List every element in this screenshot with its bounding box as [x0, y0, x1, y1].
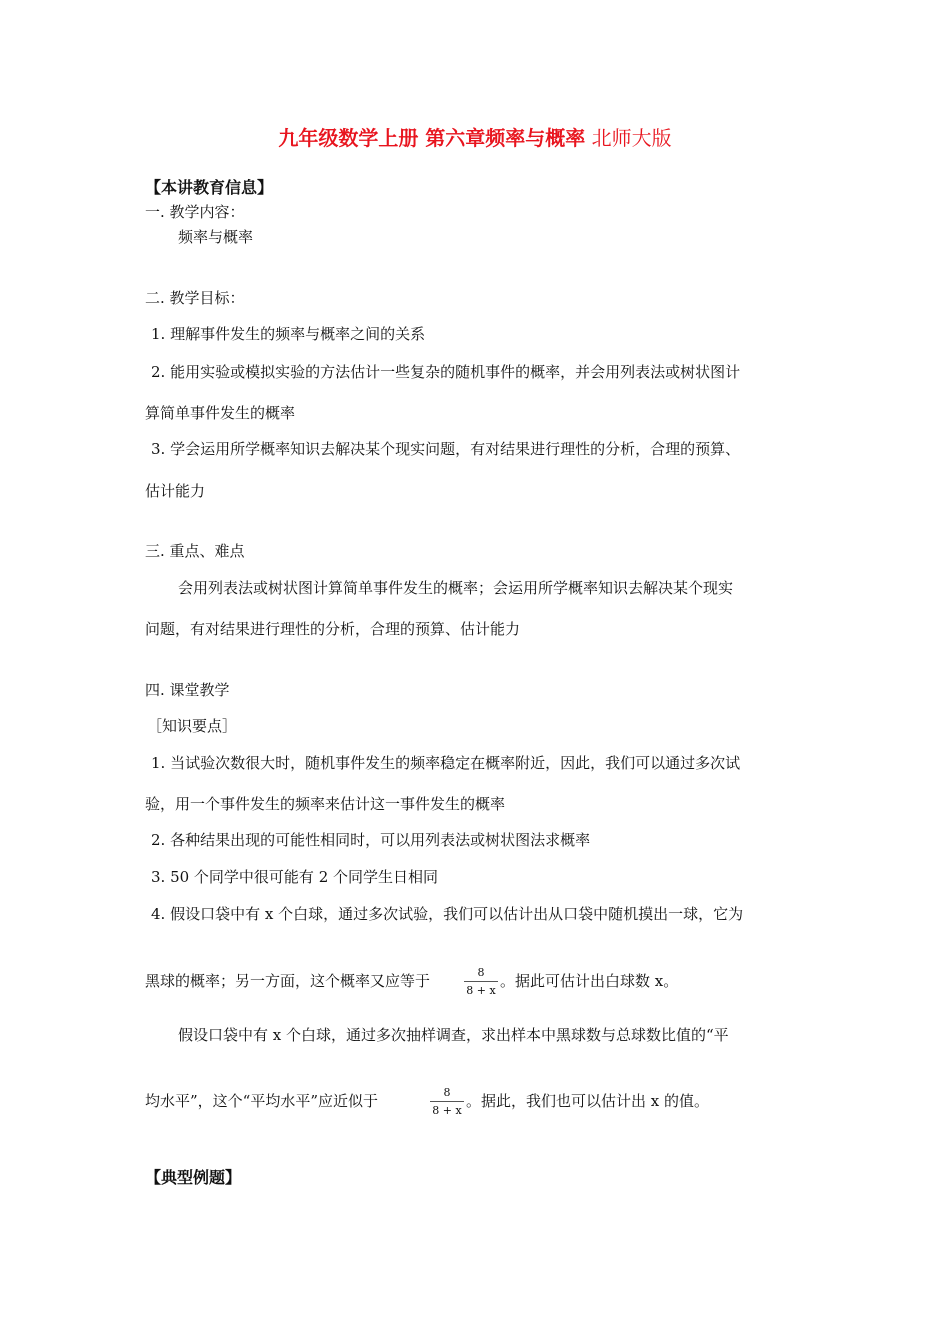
- point-4-line-2-end: 。据此可估计出白球数 x。: [500, 972, 679, 990]
- paragraph-line-2-start: 均水平”，这个“平均水平”应近似于: [145, 1092, 379, 1110]
- paragraph-line-2-end: 。据此，我们也可以估计出 x 的值。: [466, 1092, 709, 1110]
- point-2: 2. 各种结果出现的可能性相同时，可以用列表法或树状图法求概率: [151, 831, 591, 849]
- point-1-line-2: 验，用一个事件发生的频率来估计这一事件发生的概率: [145, 795, 506, 813]
- section-heading-examples: 【典型例题】: [145, 1168, 242, 1187]
- goal-2-line-2: 算简单事件发生的概率: [145, 404, 296, 422]
- point-1-line-1: 1. 当试验次数很大时，随机事件发生的频率稳定在概率附近，因此，我们可以通过多次试: [151, 754, 741, 772]
- content-label: 一. 教学内容：: [145, 203, 245, 221]
- points-label: ［知识要点］: [147, 717, 238, 735]
- content-value: 频率与概率: [178, 228, 254, 246]
- fraction-8-over-8-plus-x-2: [430, 1087, 464, 1117]
- document-title: [0, 126, 950, 150]
- key-line-1: 会用列表法或树状图计算简单事件发生的概率；会运用所学概率知识去解决某个现实: [178, 579, 734, 597]
- fraction-numerator: 8: [464, 967, 498, 982]
- point-4-line-2-start: 黑球的概率；另一方面，这个概率又应等于: [145, 972, 431, 990]
- goal-2-line-1: 2. 能用实验或模拟实验的方法估计一些复杂的随机事件的概率，并会用列表法或树状图计: [151, 363, 741, 381]
- key-label: 三. 重点、难点: [145, 542, 245, 560]
- point-4-line-1: 4. 假设口袋中有 x 个白球，通过多次试验，我们可以估计出从口袋中随机摸出一球，它为: [151, 905, 744, 923]
- class-label: 四. 课堂教学: [145, 681, 230, 699]
- title-suffix: 北师大版: [591, 126, 672, 150]
- point-3: 3. 50 个同学中很可能有 2 个同学生日相同: [151, 868, 439, 886]
- goal-3-line-1: 3. 学会运用所学概率知识去解决某个现实问题，有对结果进行理性的分析，合理的预算、: [151, 440, 741, 458]
- fraction-8-over-8-plus-x: [464, 967, 498, 997]
- title-main: 九年级数学上册 第六章频率与概率: [278, 126, 586, 150]
- goal-3-line-2: 估计能力: [145, 482, 206, 500]
- paragraph-line-1: 假设口袋中有 x 个白球，通过多次抽样调查，求出样本中黑球数与总球数比值的“平: [178, 1026, 729, 1044]
- goals-label: 二. 教学目标：: [145, 289, 245, 307]
- goal-1: 1. 理解事件发生的频率与概率之间的关系: [151, 325, 426, 343]
- section-heading-info: 【本讲教育信息】: [145, 178, 274, 197]
- key-line-2: 问题，有对结果进行理性的分析，合理的预算、估计能力: [145, 620, 521, 638]
- fraction-denominator: 8 + x: [466, 984, 496, 997]
- fraction-denominator: 8 + x: [432, 1104, 462, 1117]
- fraction-numerator: 8: [430, 1087, 464, 1102]
